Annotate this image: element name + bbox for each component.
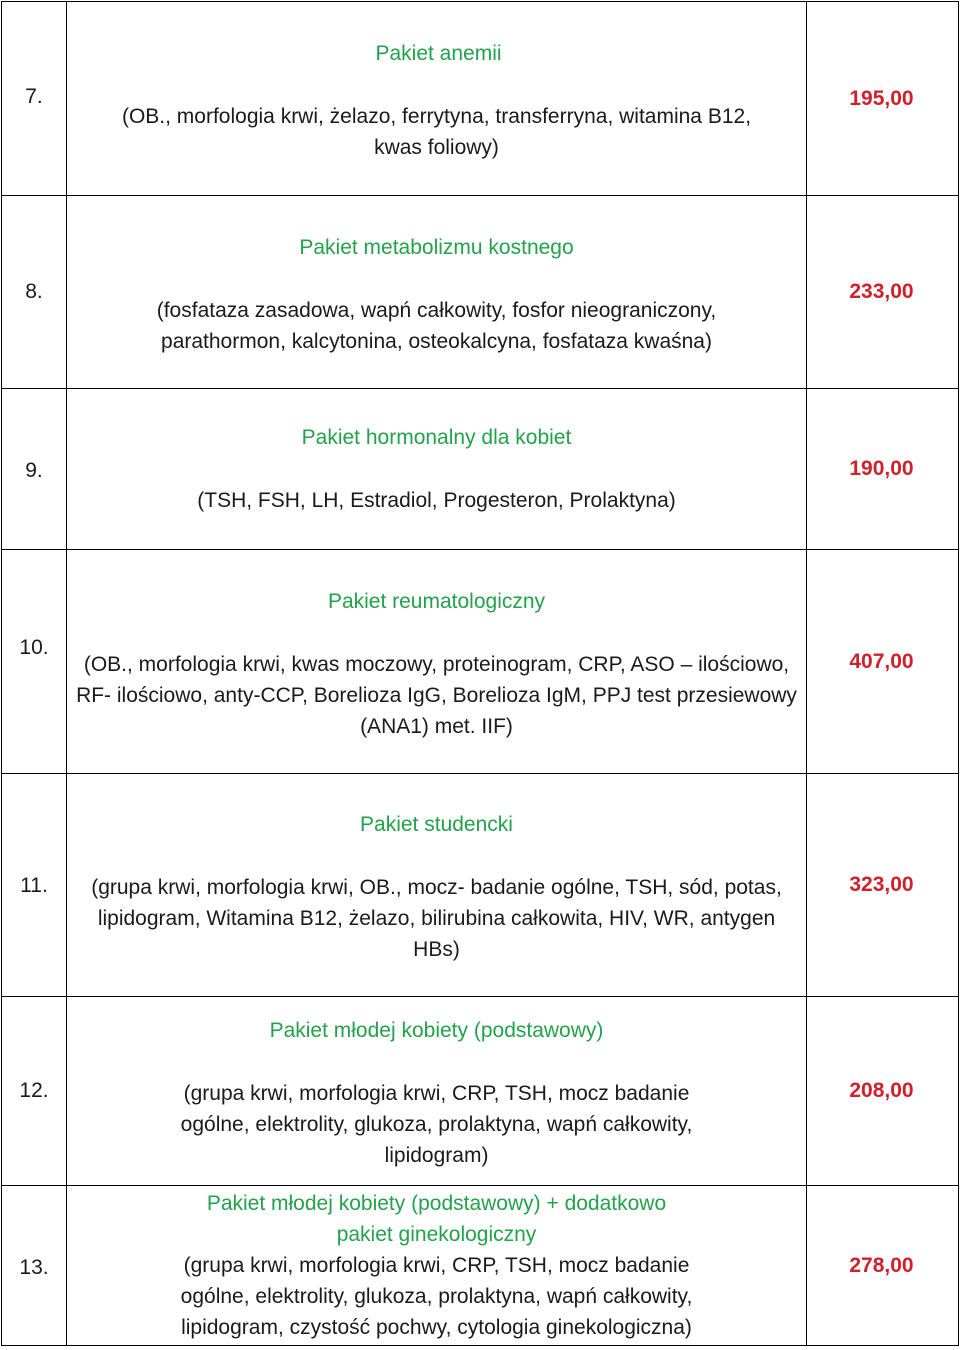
package-name: Pakiet hormonalny dla kobiet: [301, 426, 572, 449]
package-name: Pakiet metabolizmu kostnego: [299, 235, 574, 259]
package-name: Pakiet anemii: [375, 42, 502, 65]
package-description: [67, 389, 807, 550]
price-value: 233,00: [805, 196, 959, 389]
row-number: 11.: [2, 774, 67, 997]
table-row: [2, 550, 807, 774]
price-value: 208,00: [805, 997, 959, 1186]
price-value: 323,00: [805, 774, 959, 997]
package-items: (fosfataza zasadowa, wapń całkowity, fosfor nieograniczony, parathormon, kalcytonina, osteokalcyna, fosfataza kwaśna): [156, 298, 717, 353]
row-number: 13.: [2, 1186, 67, 1346]
price-value: 407,00: [805, 550, 959, 774]
package-items: (TSH, FSH, LH, Estradiol, Progesteron, Prolaktyna): [197, 489, 676, 512]
price-value: 190,00: [805, 389, 959, 550]
table-row: [2, 389, 807, 550]
price-value: 278,00: [805, 1186, 959, 1346]
table-row: [2, 774, 807, 997]
row-number: 8.: [2, 196, 67, 389]
price-column: [805, 1, 959, 1346]
package-items: (grupa krwi, morfologia krwi, CRP, TSH, mocz badanie ogólne, elektrolity, glukoza, prolaktyna, wapń całkowity, lipidogram, czystość pochwy, cytologia ginekologiczna): [180, 1254, 693, 1339]
price-list-table: [1, 1, 807, 1346]
row-number: 9.: [2, 389, 67, 550]
package-description: [67, 2, 807, 196]
package-description: [67, 196, 807, 389]
table-row: [2, 1186, 807, 1346]
row-number: 12.: [2, 997, 67, 1186]
price-value: 195,00: [805, 2, 959, 196]
package-name: Pakiet młodej kobiety (podstawowy) + dodatkowo pakiet ginekologiczny: [206, 1192, 667, 1246]
package-description: [67, 1186, 807, 1346]
package-items: (grupa krwi, morfologia krwi, OB., mocz- badanie ogólne, TSH, sód, potas, lipidogram, Witamina B12, żelazo, bilirubina całkowita, HIV, WR, antygen HBs): [91, 876, 782, 961]
package-name: Pakiet młodej kobiety (podstawowy): [269, 1019, 604, 1042]
package-items: (OB., morfologia krwi, żelazo, ferrytyna, transferryna, witamina B12, kwas foliowy): [121, 105, 752, 159]
row-number: 7.: [2, 2, 67, 196]
table-row: [2, 997, 807, 1186]
package-name: Pakiet studencki: [360, 813, 513, 836]
table-row: [2, 196, 807, 389]
table-row: [2, 2, 807, 196]
package-name: Pakiet reumatologiczny: [327, 589, 546, 613]
package-description: [67, 774, 807, 997]
package-items: (OB., morfologia krwi, kwas moczowy, proteinogram, CRP, ASO – ilościowo, RF- ilościowo, anty-CCP, Borelioza IgG, Borelioza IgM, PPJ test przesiewowy (ANA1) met. IIF): [76, 652, 797, 738]
package-description: [67, 550, 807, 774]
package-items: (grupa krwi, morfologia krwi, CRP, TSH, mocz badanie ogólne, elektrolity, glukoza, prolaktyna, wapń całkowity, lipidogram): [180, 1082, 693, 1167]
row-number: 10.: [2, 550, 67, 774]
package-description: [67, 997, 807, 1186]
